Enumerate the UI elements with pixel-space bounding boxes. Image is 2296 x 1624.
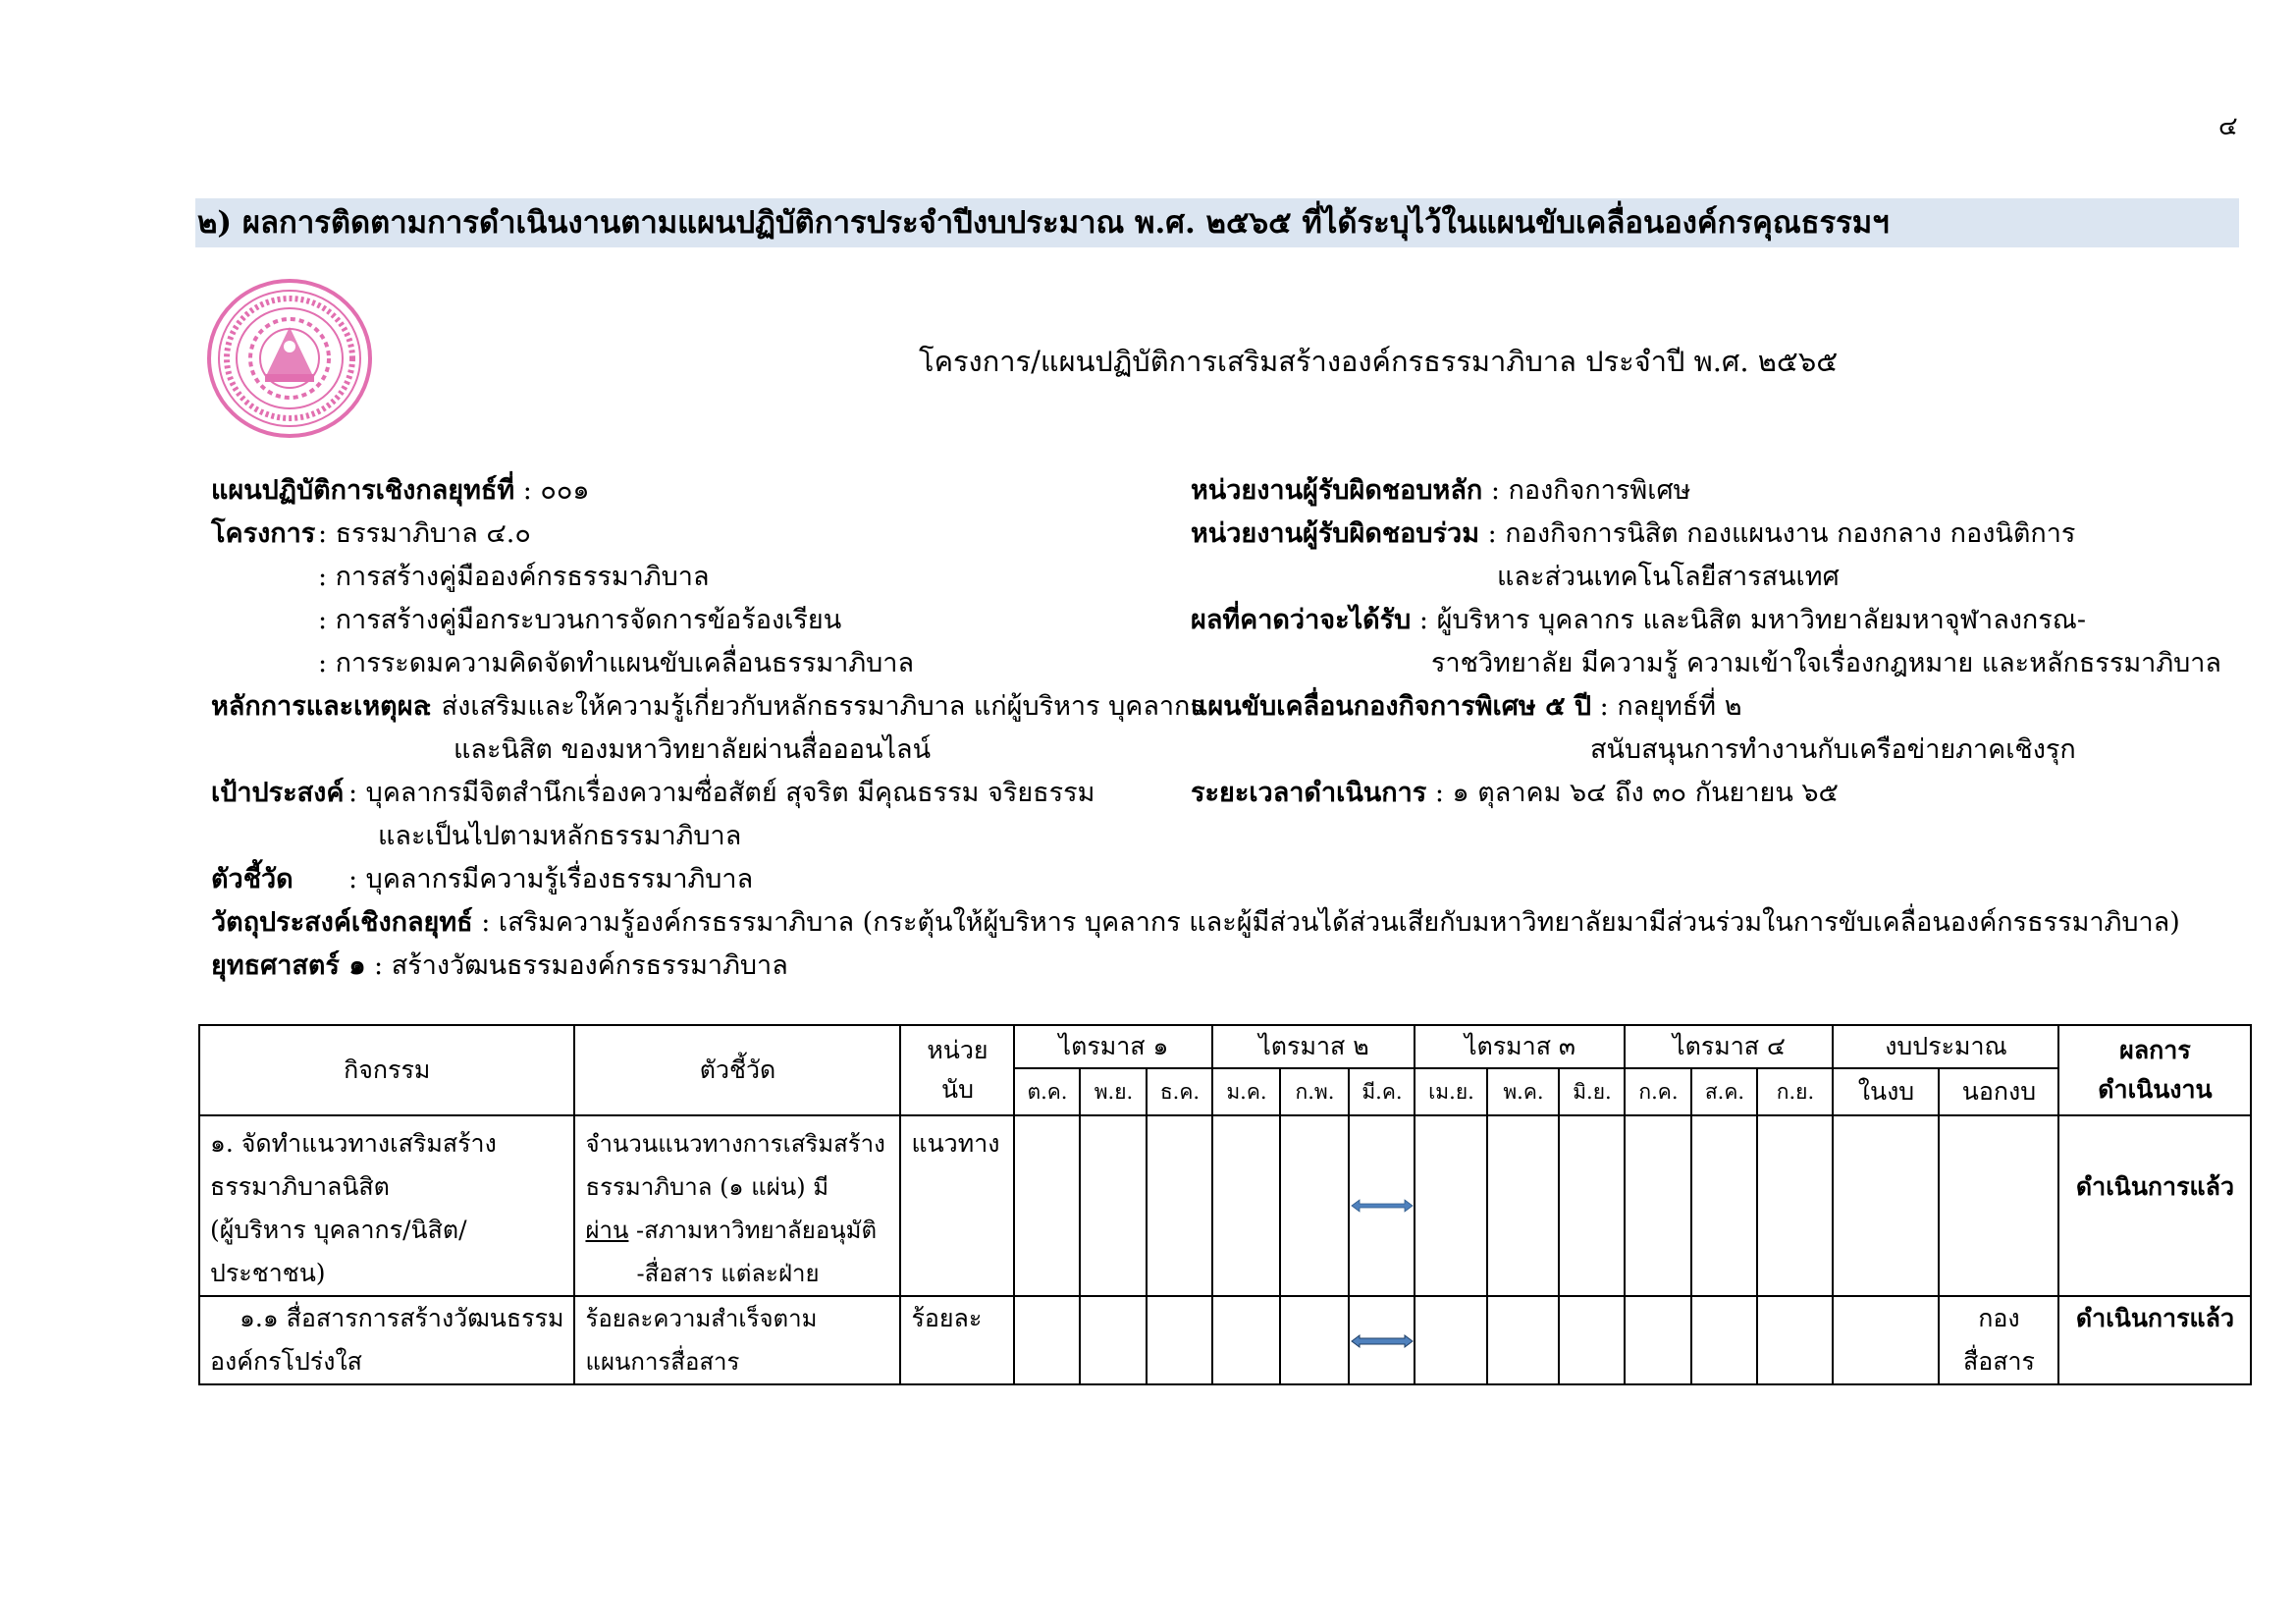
month-cell (1080, 1296, 1147, 1384)
header-result (2058, 1025, 2251, 1115)
activity-line: องค์กรโปร่งใส (210, 1347, 362, 1376)
month-cell (1625, 1115, 1691, 1296)
month-header: มิ.ย. (1559, 1068, 1625, 1115)
indicator-line: -สื่อสาร แต่ละฝ่าย (636, 1260, 820, 1287)
indicator-line: จำนวนแนวทางการเสริมสร้าง (585, 1130, 885, 1158)
month-cell (1080, 1115, 1147, 1296)
month-header: ธ.ค. (1147, 1068, 1212, 1115)
activity-cell (199, 1296, 574, 1384)
month-cell (1147, 1296, 1212, 1384)
month-cell (1757, 1115, 1833, 1296)
budget-in-cell (1833, 1296, 1939, 1384)
main-unit-value: : กองกิจการพิเศษ (1490, 475, 1691, 506)
header-unit-line: นับ (940, 1075, 974, 1104)
month-cell (1014, 1296, 1080, 1384)
timeline-arrow-icon (1351, 1334, 1414, 1348)
indicator-line (585, 1209, 889, 1252)
strategic-objective-value: : เสริมความรู้องค์กรธรรมาภิบาล (กระตุ้นให้ผู้บริหาร บุคลากร และผู้มีส่วนได้ส่วนเสียกับมหาวิทยาลัยมามีส่วนร่วมในการขับเคลื่อนองค์กรธรรมาภิบาล) (481, 907, 2180, 938)
month-cell (1147, 1115, 1212, 1296)
budget-out-line: สื่อสาร (1962, 1347, 2035, 1376)
header-result-line: ผลการ (2119, 1036, 2191, 1064)
indicator-label: ตัวชี้วัด (211, 864, 294, 894)
objective-line: และเป็นไปตามหลักธรรมาภิบาล (378, 821, 742, 851)
section-heading: ๒) ผลการติดตามการดำเนินงานตามแผนปฏิบัติการประจำปีงบประมาณ พ.ศ. ๒๕๖๕ ที่ได้ระบุไว้ในแผนขับเคลื่อนองค์กรคุณธรรมฯ (195, 198, 2239, 247)
month-cell (1691, 1296, 1757, 1384)
month-cell (1280, 1115, 1349, 1296)
header-unit-line: หน่วย (927, 1036, 988, 1064)
unit-cell (900, 1296, 1014, 1384)
project-label: โครงการ (211, 518, 316, 549)
indicator-line: ธรรมาภิบาล (๑ แผ่น) มี (585, 1173, 829, 1201)
budget-out-cell (1939, 1296, 2058, 1384)
header-quarter-1: ไตรมาส ๑ (1014, 1025, 1212, 1068)
month-header: พ.ย. (1080, 1068, 1147, 1115)
month-header: ก.พ. (1280, 1068, 1349, 1115)
header-quarter-2: ไตรมาส ๒ (1212, 1025, 1415, 1068)
co-unit-line (1191, 513, 2075, 556)
month-cell-active (1349, 1115, 1415, 1296)
month-cell (1625, 1296, 1691, 1384)
header-quarter-3: ไตรมาส ๓ (1415, 1025, 1625, 1068)
expected-result-value: : ผู้บริหาร บุคลากร และนิสิต มหาวิทยาลัยมหาจุฬาลงกรณ- (1418, 605, 2086, 635)
month-cell-active (1349, 1296, 1415, 1384)
expected-result-line-2: ราชวิทยาลัย มีความรู้ ความเข้าใจเรื่องกฎหมาย และหลักธรรมาภิบาล (1431, 648, 2221, 678)
indicator-underlined: ผ่าน (585, 1217, 629, 1244)
month-header: พ.ค. (1487, 1068, 1559, 1115)
activity-line: ๑.๑ สื่อสารการสร้างวัฒนธรรม (240, 1304, 564, 1332)
main-unit-line (1191, 469, 1690, 513)
five-year-plan-line (1191, 685, 1742, 729)
month-cell (1691, 1115, 1757, 1296)
activity-line: ธรรมาภิบาลนิสิต (210, 1172, 390, 1201)
university-seal-logo (206, 278, 373, 440)
header-activity: กิจกรรม (199, 1025, 574, 1115)
table-row (199, 1115, 2251, 1296)
main-unit-label: หน่วยงานผู้รับผิดชอบหลัก (1191, 475, 1483, 506)
activity-line: ประชาชน) (210, 1259, 326, 1287)
strategy-value: : สร้างวัฒนธรรมองค์กรธรรมาภิบาล (374, 950, 788, 981)
month-header: ม.ค. (1212, 1068, 1280, 1115)
header-indicator: ตัวชี้วัด (574, 1025, 900, 1115)
project-item: : การสร้างคู่มือองค์กรธรรมาภิบาล (318, 562, 710, 592)
project-item: : ธรรมาภิบาล ๔.๐ (318, 518, 531, 549)
activity-table (198, 1024, 2252, 1385)
expected-result-line (1191, 599, 2086, 642)
indicator-cell (574, 1296, 900, 1384)
period-value: : ๑ ตุลาคม ๖๔ ถึง ๓๐ กันยายน ๖๕ (1434, 778, 1839, 808)
project-item: : การสร้างคู่มือกระบวนการจัดการข้อร้องเรียน (318, 605, 842, 635)
five-year-plan-label: แผนขับเคลื่อนกองกิจการพิเศษ ๕ ปี (1191, 691, 1592, 722)
month-cell (1487, 1296, 1559, 1384)
expected-result-label: ผลที่คาดว่าจะได้รับ (1191, 605, 1412, 635)
co-unit-value: : กองกิจการนิสิต กองแผนงาน กองกลาง กองนิติการ (1487, 518, 2076, 549)
header-quarter-4: ไตรมาส ๔ (1625, 1025, 1833, 1068)
budget-in-cell (1833, 1115, 1939, 1296)
indicator-line: ร้อยละความสำเร็จตาม (585, 1305, 818, 1332)
month-cell (1014, 1115, 1080, 1296)
co-unit-label: หน่วยงานผู้รับผิดชอบร่วม (1191, 518, 1479, 549)
month-header: ส.ค. (1691, 1068, 1757, 1115)
result-cell (2058, 1296, 2251, 1384)
unit-value: ร้อยละ (911, 1304, 983, 1332)
table-row (199, 1296, 2251, 1384)
five-year-plan-value: : กลยุทธ์ที่ ๒ (1599, 691, 1742, 722)
month-header: ต.ค. (1014, 1068, 1080, 1115)
objective-label: เป้าประสงค์ (211, 778, 345, 808)
header-unit (900, 1025, 1014, 1115)
strategic-plan-label: แผนปฏิบัติการเชิงกลยุทธ์ที่ (211, 475, 515, 506)
month-cell (1415, 1296, 1487, 1384)
page-number: ๔ (2218, 112, 2238, 141)
rationale-label: หลักการและเหตุผล (211, 691, 430, 722)
co-unit-line-2: และส่วนเทคโนโลยีสารสนเทศ (1497, 562, 1840, 592)
month-cell (1559, 1296, 1625, 1384)
activity-cell (199, 1115, 574, 1296)
budget-out-line: กอง (1978, 1304, 2020, 1332)
indicator-line: แผนการสื่อสาร (585, 1348, 740, 1376)
month-cell (1212, 1296, 1280, 1384)
unit-value: แนวทาง (911, 1129, 1000, 1158)
header-budget: งบประมาณ (1833, 1025, 2058, 1068)
activity-line: ๑. จัดทำแนวทางเสริมสร้าง (210, 1129, 497, 1158)
month-cell (1280, 1296, 1349, 1384)
five-year-plan-line-2: สนับสนุนการทำงานกับเครือข่ายภาคเชิงรุก (1590, 734, 2076, 765)
period-line (1191, 772, 1839, 815)
month-header: มี.ค. (1349, 1068, 1415, 1115)
month-header: เม.ย. (1415, 1068, 1487, 1115)
objective-line: : บุคลากรมีจิตสำนึกเรื่องความซื่อสัตย์ สุจริต มีคุณธรรม จริยธรรม (348, 778, 1095, 808)
project-item: : การระดมความคิดจัดทำแผนขับเคลื่อนธรรมาภิบาล (318, 648, 914, 678)
header-result-line: ดำเนินงาน (2098, 1075, 2213, 1104)
timeline-arrow-icon (1351, 1199, 1414, 1213)
month-cell (1559, 1115, 1625, 1296)
month-header: ก.ย. (1757, 1068, 1833, 1115)
header-budget-out: นอกงบ (1939, 1068, 2058, 1115)
result-cell (2058, 1115, 2251, 1296)
strategic-plan-line (211, 469, 590, 513)
month-cell (1415, 1115, 1487, 1296)
indicator-value: : บุคลากรมีความรู้เรื่องธรรมาภิบาล (348, 864, 754, 894)
month-cell (1487, 1115, 1559, 1296)
month-cell (1757, 1296, 1833, 1384)
unit-cell (900, 1115, 1014, 1296)
strategic-objective-line (211, 901, 2180, 945)
strategic-plan-value: : ๐๐๑ (522, 475, 590, 506)
result-value: ดำเนินการแล้ว (2075, 1172, 2234, 1201)
period-label: ระยะเวลาดำเนินการ (1191, 778, 1427, 808)
strategic-objective-label: วัตถุประสงค์เชิงกลยุทธ์ (211, 907, 473, 938)
rationale-line: : ส่งเสริมและให้ความรู้เกี่ยวกับหลักธรรมาภิบาล แก่ผู้บริหาร บุคลากร (424, 691, 1204, 722)
rationale-line: และนิสิต ของมหาวิทยาลัยผ่านสื่อออนไลน์ (454, 734, 932, 765)
header-budget-in: ในงบ (1833, 1068, 1939, 1115)
activity-line: (ผู้บริหาร บุคลากร/นิสิต/ (210, 1216, 467, 1244)
indicator-cell (574, 1115, 900, 1296)
strategy-label: ยุทธศาสตร์ ๑ (211, 950, 366, 981)
result-value: ดำเนินการแล้ว (2075, 1304, 2234, 1332)
project-title: โครงการ/แผนปฏิบัติการเสริมสร้างองค์กรธรรมาภิบาล ประจำปี พ.ศ. ๒๕๖๕ (919, 345, 1839, 378)
month-header: ก.ค. (1625, 1068, 1691, 1115)
budget-out-cell (1939, 1115, 2058, 1296)
month-cell (1212, 1115, 1280, 1296)
indicator-rest: -สภามหาวิทยาลัยอนุมัติ (628, 1217, 878, 1244)
strategy-line (211, 945, 788, 988)
